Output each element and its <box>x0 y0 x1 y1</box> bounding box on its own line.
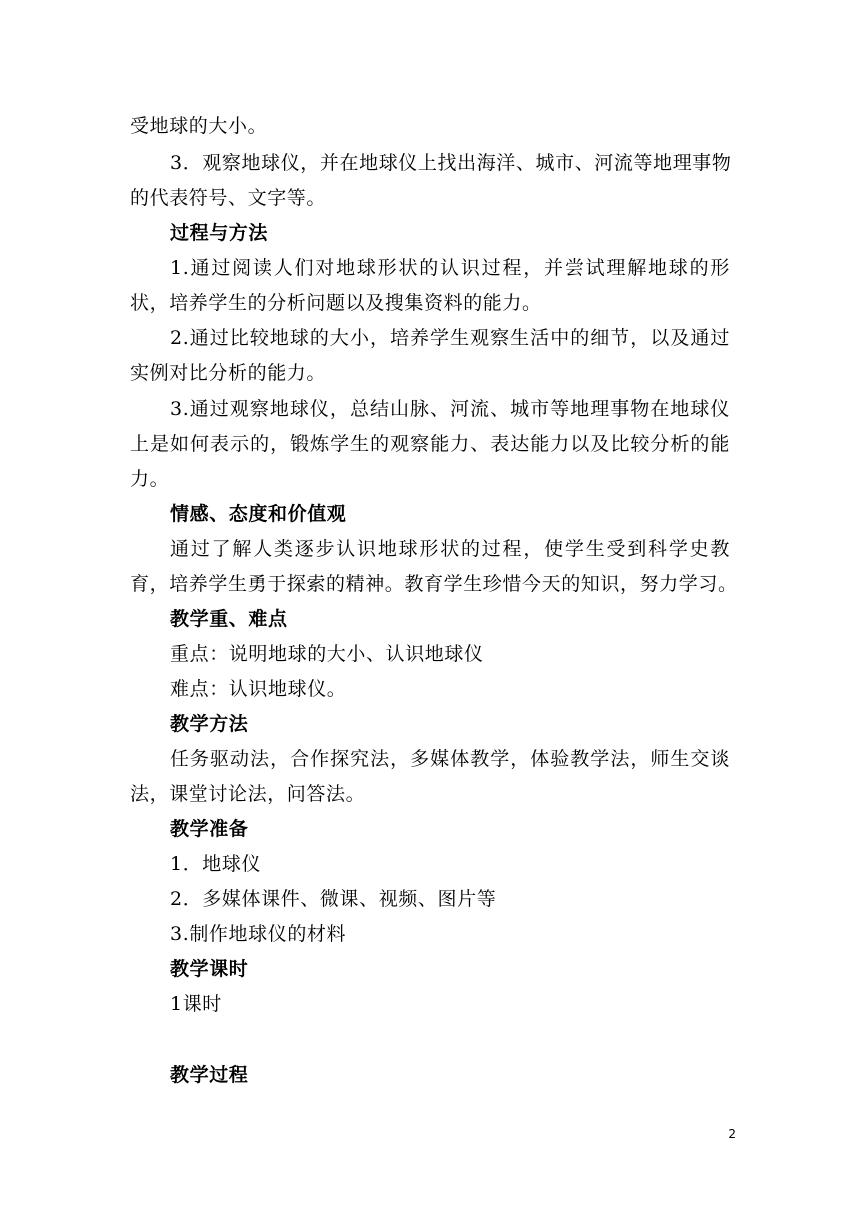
method-1-line: 1.通过阅读人们对地球形状的认识过程，并尝试理解地球的形 <box>170 257 730 279</box>
paragraph-line: 状，培养学生的分析问题以及搜集资料的能力。 <box>130 292 542 314</box>
page-number: 2 <box>728 1127 736 1141</box>
section-heading-key-points: 教学重、难点 <box>170 608 288 630</box>
paragraph-line: 育，培养学生勇于探索的精神。教育学生珍惜今天的知识，努力学习。 <box>130 573 738 595</box>
paragraph-line: 上是如何表示的，锻炼学生的观察能力、表达能力以及比较分析的能 <box>130 433 730 455</box>
section-heading-process-methods: 过程与方法 <box>170 222 269 244</box>
section-heading-preparation: 教学准备 <box>170 818 249 840</box>
teaching-methods-line: 任务驱动法，合作探究法，多媒体教学，体验教学法，师生交谈 <box>170 748 730 770</box>
values-line: 通过了解人类逐步认识地球形状的过程，使学生受到科学史教 <box>170 538 730 560</box>
key-point-line: 重点：说明地球的大小、认识地球仪 <box>170 643 484 665</box>
difficulty-line: 难点：认识地球仪。 <box>170 678 347 700</box>
paragraph-line: 实例对比分析的能力。 <box>130 362 327 384</box>
preparation-item-1: 1．地球仪 <box>170 853 262 875</box>
method-3-line: 3.通过观察地球仪，总结山脉、河流、城市等地理事物在地球仪 <box>170 398 730 420</box>
preparation-item-3: 3.制作地球仪的材料 <box>170 923 347 945</box>
class-hours-line: 1课时 <box>170 993 222 1015</box>
preparation-item-2: 2．多媒体课件、微课、视频、图片等 <box>170 888 497 910</box>
method-2-line: 2.通过比较地球的大小，培养学生观察生活中的细节，以及通过 <box>170 327 730 349</box>
paragraph-line: 力。 <box>130 468 170 490</box>
section-heading-class-hours: 教学课时 <box>170 958 249 980</box>
paragraph-line: 的代表符号、文字等。 <box>130 187 327 209</box>
section-heading-teaching-methods: 教学方法 <box>170 713 249 735</box>
paragraph-line: 受地球的大小。 <box>130 115 268 137</box>
paragraph-line: 法，课堂讨论法，问答法。 <box>130 783 366 805</box>
section-heading-teaching-process: 教学过程 <box>170 1064 249 1086</box>
section-heading-values: 情感、态度和价值观 <box>170 503 347 525</box>
objective-3-line: 3．观察地球仪，并在地球仪上找出海洋、城市、河流等地理事物 <box>170 152 732 174</box>
